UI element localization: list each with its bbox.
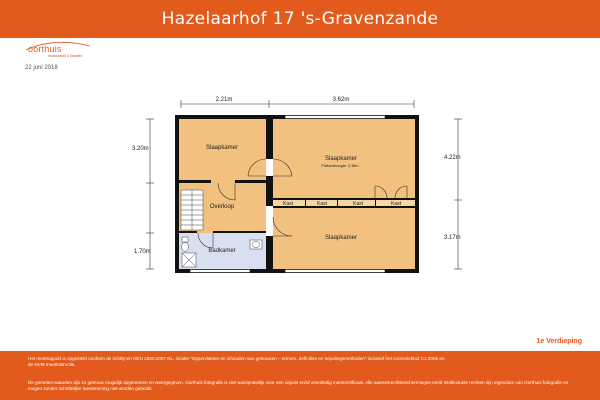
dimension-left-upper: 3.20m bbox=[132, 146, 149, 152]
dimension-top-right: 3.62m bbox=[332, 97, 350, 103]
logo-name: oorthuis bbox=[28, 44, 62, 54]
sink-icon bbox=[250, 240, 262, 249]
page-title: Hazelaarhof 17 's-Gravenzande bbox=[161, 9, 439, 29]
shower-icon bbox=[182, 253, 196, 267]
footer-paragraph-1: Het meetrapport is opgesteld conform de richtlijnen NEN 2580:2007 NL, inzake "Oppervlakten en inhouden van gebouwen – termen, definities en bepalingsmethoden" inclusief het correctieblad C1:2008 en de NVM meetinstructie. bbox=[28, 356, 445, 367]
footer-disclaimer bbox=[0, 351, 600, 400]
dimension-top-left: 2.21m bbox=[215, 97, 233, 103]
logo-tagline: makelaardij & taxaties bbox=[48, 54, 83, 58]
stairs-icon bbox=[181, 190, 203, 230]
toilet-icon bbox=[182, 237, 189, 252]
room-fill-slaapkamer-1 bbox=[179, 119, 266, 183]
footer-paragraph-2: De gemeten waarden zijn zo getrouw mogelijk opgenomen en weergegeven. Oorthuis fotografie is niet aansprakelijk voor een onjuist en/of onvolledig meetcertificaat. Alle auteursrechtbeschermingen en/of intellectuele rechten zijn eigendom van Oorthuis fotografie en mogen zonder schriftelijke toestemming niet worden gebruikt. bbox=[28, 380, 569, 391]
dimension-left-lower: 1.70m bbox=[134, 249, 151, 255]
room-label-slaapkamer-1: Slaapkamer bbox=[205, 145, 239, 151]
room-note-ceiling-height: Plafondhoogte: 2.38m bbox=[321, 164, 359, 168]
room-label-overloop: Overloop bbox=[209, 204, 235, 210]
room-label-kast-4: Kast bbox=[390, 201, 402, 207]
room-label-badkamer: Badkamer bbox=[208, 248, 236, 254]
date: 22 juni 2018 bbox=[25, 65, 58, 71]
room-label-kast-1: Kast bbox=[282, 201, 294, 207]
dimension-right-upper: 4.22m bbox=[444, 155, 461, 161]
room-label-kast-2: Kast bbox=[316, 201, 328, 207]
room-label-kast-3: Kast bbox=[352, 201, 364, 207]
room-label-slaapkamer-3: Slaapkamer bbox=[324, 235, 358, 241]
room-label-slaapkamer-2: Slaapkamer bbox=[324, 156, 358, 162]
dimension-right-lower: 3.17m bbox=[444, 235, 461, 241]
floor-label: 1e Verdieping bbox=[536, 338, 582, 345]
